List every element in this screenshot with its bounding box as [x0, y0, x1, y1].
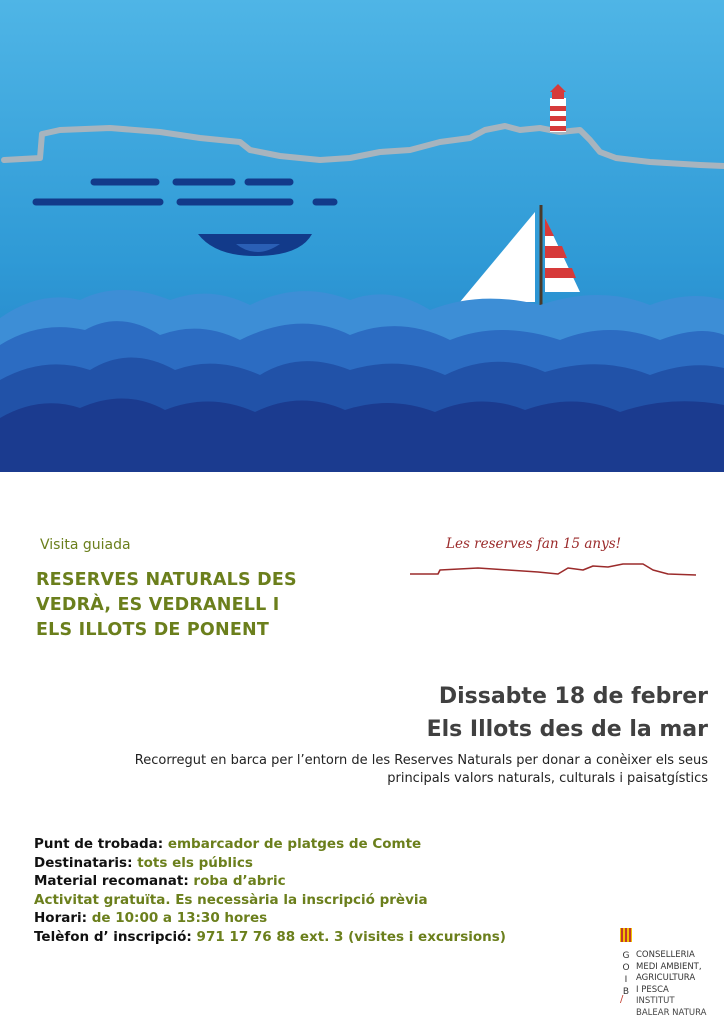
meeting-point-value: embarcador de platges de Comte: [167, 836, 422, 852]
goib-letter: G: [622, 951, 630, 961]
institut-line: INSTITUT: [636, 996, 675, 1006]
description-line: principals valors naturals, culturals i paisatgístics: [387, 771, 708, 786]
material-row: [34, 872, 506, 891]
hero-illustration: [0, 0, 724, 472]
conselleria-text: [636, 950, 706, 1019]
audience-label: Destinataris:: [34, 854, 133, 871]
meeting-point-row: [34, 835, 506, 854]
event-description: [28, 752, 708, 788]
lighthouse-icon: [550, 84, 566, 132]
event-subtitle: Els Illots des de la mar: [426, 717, 708, 742]
event-date: Dissabte 18 de febrer: [438, 684, 708, 709]
title-line: ELS ILLOTS DE PONENT: [36, 620, 269, 640]
title-line: RESERVES NATURALS DES: [36, 570, 297, 590]
schedule-label: Horari:: [34, 910, 88, 926]
anniversary-tagline: Les reserves fan 15 anys!: [446, 536, 622, 552]
phone-row: [34, 928, 506, 947]
island-line-icon: [410, 564, 696, 575]
goib-letter: B: [622, 987, 630, 997]
phone-label: Telèfon d’ inscripció:: [34, 928, 192, 945]
schedule-row: [34, 909, 506, 928]
conselleria-line: MEDI AMBIENT,: [636, 961, 702, 972]
material-value: roba d’abric: [193, 873, 286, 889]
reserve-title: [36, 568, 396, 643]
phone-value: 971 17 76 88 ext. 3 (visites i excursions): [196, 928, 506, 945]
goib-slash-icon: /: [620, 994, 624, 1005]
material-label: Material recomanat:: [34, 873, 189, 889]
audience-row: [34, 854, 506, 873]
conselleria-line: CONSELLERIA: [636, 950, 695, 960]
goib-emblem-icon: [620, 928, 632, 942]
institut-line: BALEAR NATURA: [636, 1007, 707, 1018]
meeting-point-label: Punt de trobada:: [34, 836, 164, 852]
kicker-label: Visita guiada: [40, 537, 131, 553]
conselleria-line: I PESCA: [636, 984, 669, 995]
title-line: VEDRÀ, ES VEDRANELL I: [36, 595, 280, 615]
goib-letter: O: [622, 963, 630, 973]
free-activity-note: Activitat gratuïta. Es necessària la inscripció prèvia: [34, 891, 428, 908]
schedule-value: de 10:00 a 13:30 hores: [91, 910, 268, 926]
goib-letter: I: [624, 975, 628, 985]
conselleria-line: AGRICULTURA: [636, 973, 696, 983]
free-activity-row: [34, 891, 506, 910]
description-line: Recorregut en barca per l’entorn de les Reserves Naturals per donar a conèixer els seus: [134, 753, 708, 768]
goib-letters: [621, 950, 631, 998]
audience-value: tots els públics: [137, 854, 253, 871]
event-details: [34, 835, 506, 946]
